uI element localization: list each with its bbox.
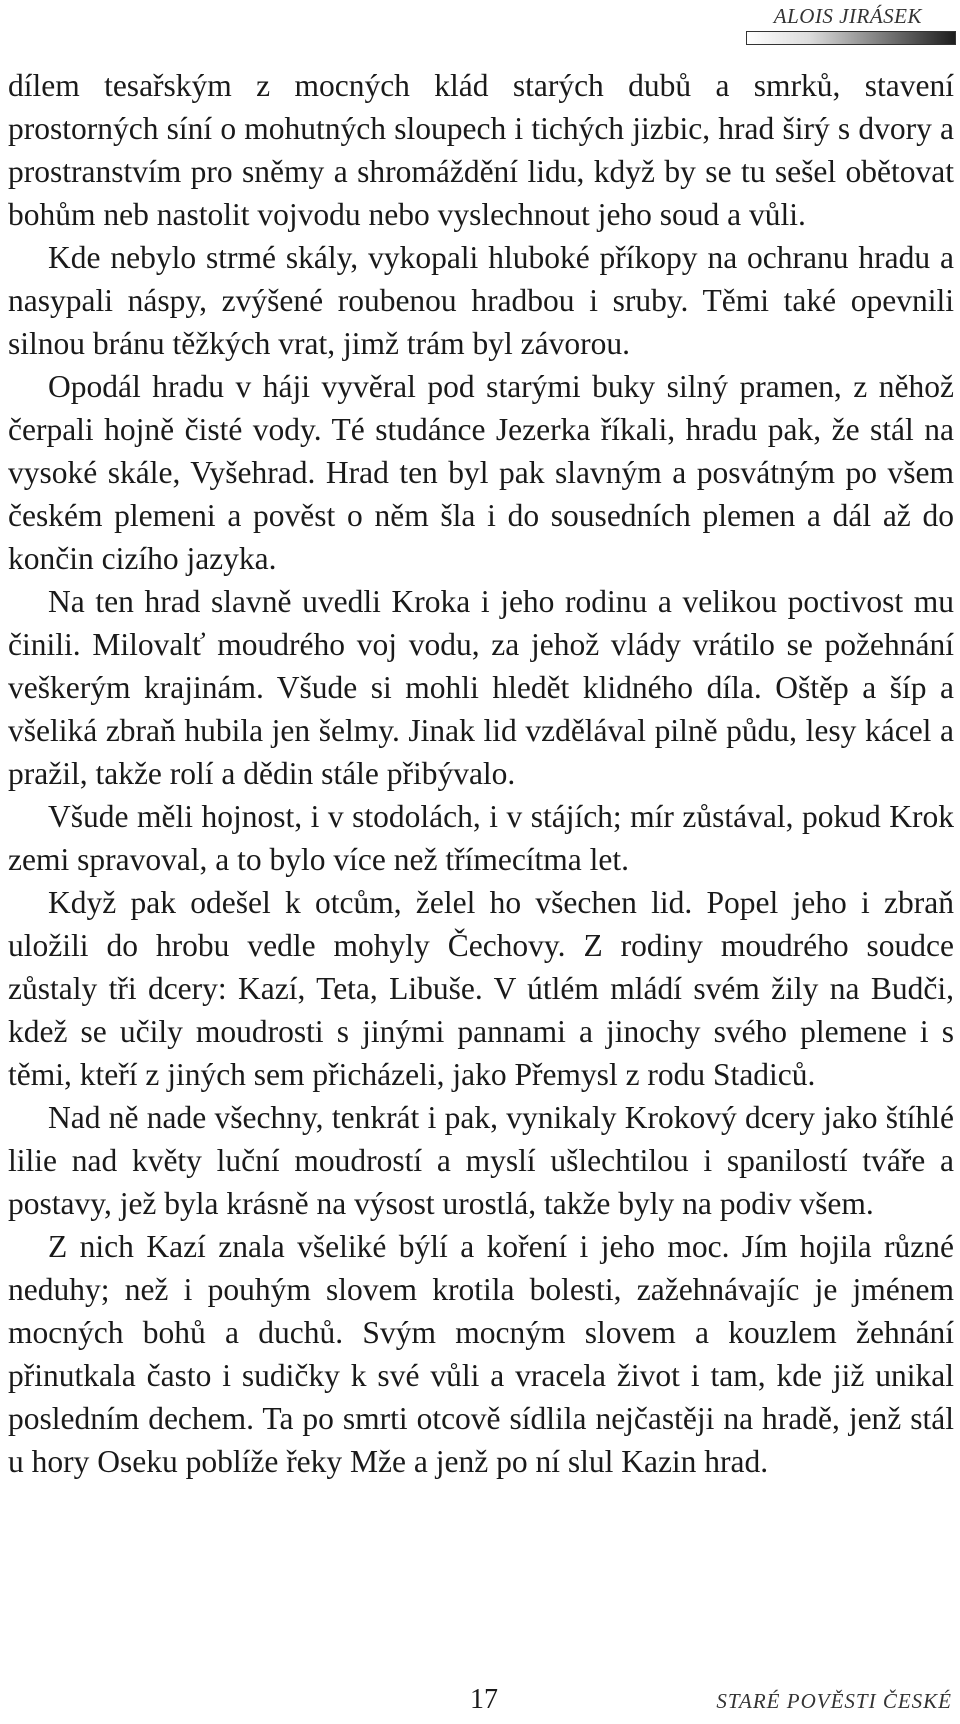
- page-number: 17: [470, 1684, 498, 1715]
- paragraph: Všude měli hojnost, i v stodolách, i v stájích; mír zůstával, pokud Krok zemi spravoval, a to bylo více než třímecítma let.: [8, 799, 954, 877]
- footer-book-title: STARÉ POVĚSTI ČESKÉ: [716, 1689, 952, 1713]
- paragraph: Kde nebylo strmé skály, vykopali hluboké příkopy na ochranu hradu a nasypali náspy, zvýšené roubenou hradbou i sruby. Těmi také opevnili silnou bránu těžkých vrat, jimž trám byl závorou.: [8, 240, 954, 361]
- body-text: [8, 64, 954, 1483]
- paragraph: Z nich Kazí znala všeliké býlí a koření i jeho moc. Jím hojila různé neduhy; než i pouhým slovem krotila bolesti, zažehnávajíc je jménem mocných bohů a duchů. Svým mocným slovem a kouzlem žehnání přinutkala často i sudičky k své vůli a vracela život i tam, kde již unikal posledním dechem. Ta po smrti otcově sídlila nejčastěji na hradě, jenž stál u hory Oseku poblíže řeky Mže a jenž po ní slul Kazin hrad.: [8, 1229, 954, 1479]
- running-footer: [0, 1682, 960, 1718]
- paragraph: Nad ně nade všechny, tenkrát i pak, vynikaly Krokový dcery jako štíhlé lilie nad květy luční moudrostí a myslí ušlechtilou i spanilostí tváře a postavy, jež byla krásně na výsost urostlá, takže byly na podiv všem.: [8, 1100, 954, 1221]
- paragraph: Na ten hrad slavně uvedli Kroka i jeho rodinu a velikou poctivost mu činili. Milovalť moudrého voj vodu, za jehož vlády vrátilo se požehnání veškerým krajinám. Všude si mohli hledět klidného díla. Oštěp a šíp a všeliká zbraň hubila jen šelmy. Jinak lid vzdělával pilně půdu, lesy kácel a pražil, takže rolí a dědin stále přibývalo.: [8, 584, 954, 791]
- header-author: ALOIS JIRÁSEK: [773, 4, 922, 28]
- paragraph: Když pak odešel k otcům, želel ho všechen lid. Popel jeho i zbraň uložili do hrobu vedle mohyly Čechovy. Z rodiny moudrého soudce zůstaly tři dcery: Kazí, Teta, Libuše. V útlém mládí svém žily na Budči, kdež se učily moudrosti s jinými pannami a jinochy svého plemene i s těmi, kteří z jiných sem přicházeli, jako Přemysl z rodu Stadiců.: [8, 885, 954, 1092]
- header-gradient-rule: [746, 31, 956, 45]
- paragraph-continued: dílem tesařským z mocných klád starých dubů a smrků, stavení prostorných síní o mohutných sloupech i tichých jizbic, hrad širý s dvory a prostranstvím pro sněmy a shromáždění lidu, když by se tu sešel obětovat bohům neb nastolit vojvodu nebo vyslechnout jeho soud a vůli.: [8, 68, 954, 232]
- running-header: [746, 4, 956, 45]
- paragraph: Opodál hradu v háji vyvěral pod starými buky silný pramen, z něhož čerpali hojně čisté vody. Té studánce Jezerka říkali, hradu pak, že stál na vysoké skále, Vyšehrad. Hrad ten byl pak slavným a posvátným po všem českém plemeni a pověst o něm šla i do sousedních plemen a dál až do končin cizího jazyka.: [8, 369, 954, 576]
